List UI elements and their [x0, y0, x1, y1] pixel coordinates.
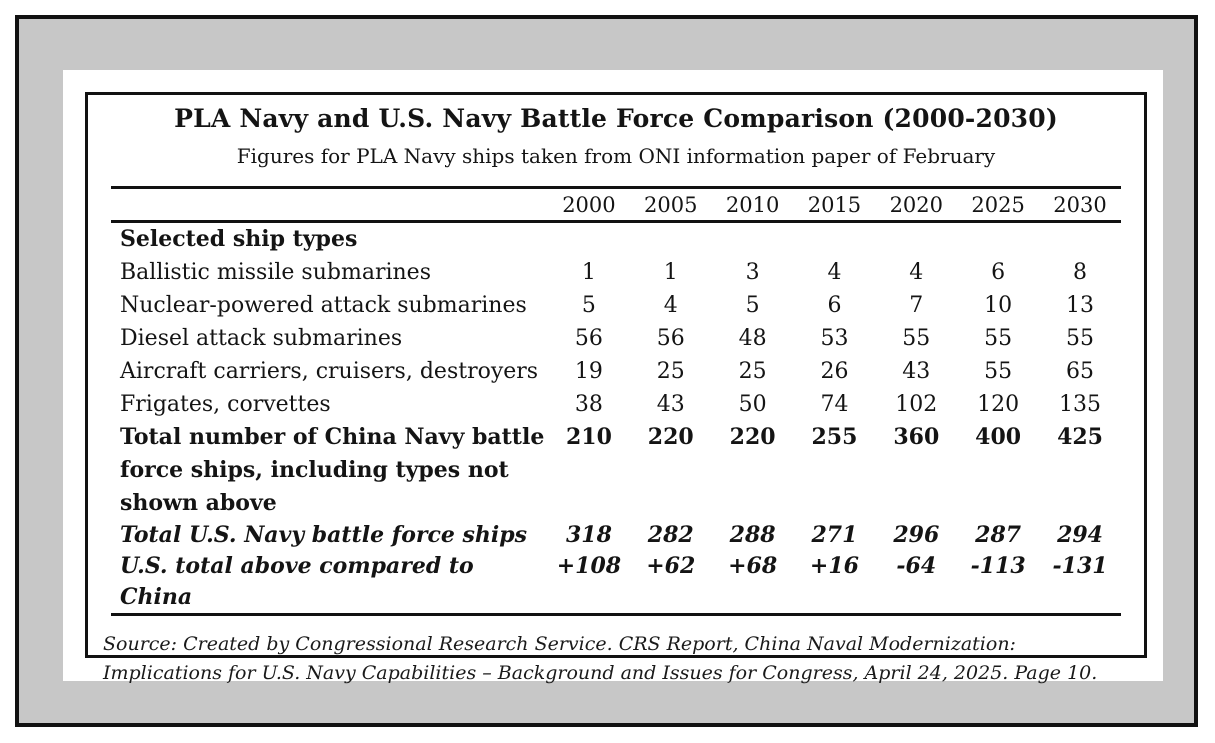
- cell-value: 282: [647, 522, 694, 548]
- table-border-frame: [85, 92, 1147, 684]
- row-us-compared-to-china: [111, 551, 1121, 615]
- cell-value: 120: [977, 392, 1020, 417]
- row-label: Total number of China Navy battle force ships, including types not shown above: [120, 424, 545, 516]
- cell-value: 13: [1066, 293, 1095, 318]
- figure-subtitle: Figures for PLA Navy ships taken from ONI information paper of February: [236, 144, 996, 168]
- cell-value: 19: [574, 359, 603, 384]
- year-header-2015: 2015: [807, 193, 862, 217]
- section-header-label: Selected ship types: [120, 226, 358, 252]
- cell-value: 55: [984, 359, 1013, 384]
- cell-value: 294: [1057, 522, 1103, 548]
- year-header-2030: 2030: [1053, 193, 1107, 217]
- year-header-2000: 2000: [562, 193, 616, 217]
- empty-header-cell: [111, 188, 548, 222]
- row-total-china-battle-force: [111, 421, 1121, 520]
- figure-card: [63, 70, 1163, 684]
- section-header-row: [111, 222, 1121, 257]
- cell-value: 1: [663, 260, 678, 285]
- cell-value: 56: [656, 326, 685, 351]
- cell-value: 1: [581, 260, 596, 285]
- cell-value: 25: [656, 359, 685, 384]
- cell-value: 255: [811, 424, 858, 450]
- row-nuclear-attack-submarines: [111, 289, 1121, 322]
- row-label: Total U.S. Navy battle force ships: [120, 522, 528, 548]
- row-label: Diesel attack submarines: [120, 326, 403, 351]
- cell-value: 55: [984, 326, 1013, 351]
- cell-value: -64: [896, 553, 937, 579]
- cell-value: 65: [1066, 359, 1095, 384]
- cell-value: 74: [820, 392, 849, 417]
- cell-value: -113: [970, 553, 1026, 579]
- cell-value: 25: [738, 359, 767, 384]
- cell-value: 53: [820, 326, 849, 351]
- year-header-row: [111, 188, 1121, 222]
- cell-value: 210: [565, 424, 612, 450]
- source-citation: Source: Created by Congressional Research Service. CRS Report, China Naval Modernization: Implications for U.S. Navy Capabilities – Background and Issues for Congress, April 24, 2025. Page 10.: [103, 633, 1098, 684]
- cell-value: 6: [991, 260, 1006, 285]
- cell-value: 135: [1059, 392, 1102, 417]
- battle-force-table: [111, 186, 1121, 616]
- cell-value: 296: [893, 522, 940, 548]
- year-header-2005: 2005: [644, 193, 698, 217]
- cell-value: 7: [909, 293, 924, 318]
- cell-value: 271: [811, 522, 858, 548]
- cell-value: +108: [556, 553, 622, 579]
- figure-title: PLA Navy and U.S. Navy Battle Force Comparison (2000-2030): [174, 104, 1058, 133]
- row-frigates-corvettes: [111, 388, 1121, 421]
- cell-value: 56: [574, 326, 603, 351]
- cell-value: 318: [565, 522, 612, 548]
- year-header-2020: 2020: [889, 193, 944, 217]
- row-carriers-cruisers-destroyers: [111, 355, 1121, 388]
- cell-value: 55: [1066, 326, 1095, 351]
- cell-value: 5: [745, 293, 760, 318]
- cell-value: 43: [656, 392, 685, 417]
- row-diesel-attack-submarines: [111, 322, 1121, 355]
- cell-value: 288: [729, 522, 776, 548]
- cell-value: 50: [738, 392, 767, 417]
- cell-value: 38: [574, 392, 603, 417]
- cell-value: 55: [902, 326, 931, 351]
- cell-value: 43: [902, 359, 931, 384]
- cell-value: 3: [745, 260, 760, 285]
- row-label: Ballistic missile submarines: [120, 260, 431, 285]
- cell-value: 220: [729, 424, 776, 450]
- row-label: Aircraft carriers, cruisers, destroyers: [120, 359, 539, 384]
- cell-value: 400: [975, 424, 1022, 450]
- cell-value: 48: [738, 326, 767, 351]
- row-label: U.S. total above compared to China: [120, 553, 474, 610]
- cell-value: 220: [647, 424, 694, 450]
- cell-value: 4: [827, 260, 842, 285]
- cell-value: +68: [728, 553, 778, 579]
- year-header-2010: 2010: [725, 193, 780, 217]
- cell-value: 287: [975, 522, 1022, 548]
- cell-value: 4: [909, 260, 924, 285]
- cell-value: 10: [984, 293, 1013, 318]
- cell-value: -131: [1052, 553, 1108, 579]
- cell-value: 102: [895, 392, 938, 417]
- cell-value: 8: [1073, 260, 1088, 285]
- outer-border-frame: [15, 15, 1198, 727]
- row-label: Nuclear-powered attack submarines: [120, 293, 527, 318]
- row-label: Frigates, corvettes: [120, 392, 331, 417]
- cell-value: 360: [893, 424, 940, 450]
- cell-value: 5: [581, 293, 596, 318]
- cell-value: 4: [663, 293, 678, 318]
- cell-value: +62: [646, 553, 696, 579]
- year-header-2025: 2025: [971, 193, 1025, 217]
- row-ballistic-missile-submarines: [111, 256, 1121, 289]
- row-total-us-battle-force: [111, 520, 1121, 551]
- cell-value: 6: [827, 293, 842, 318]
- cell-value: +16: [809, 553, 859, 579]
- cell-value: 425: [1057, 424, 1103, 450]
- cell-value: 26: [820, 359, 849, 384]
